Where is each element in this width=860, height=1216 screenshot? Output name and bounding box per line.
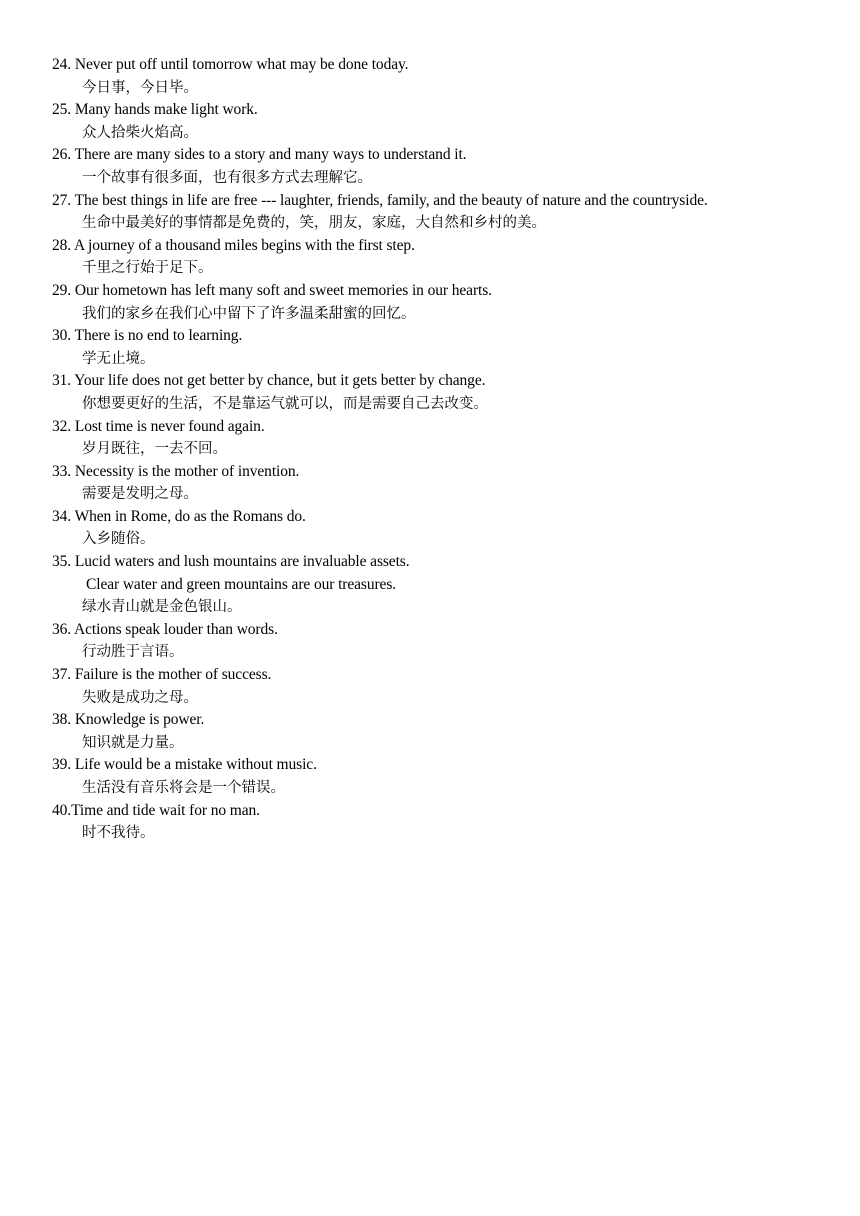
proverb-english-text: There are many sides to a story and many ways to understand it. [71, 146, 467, 164]
proverb-number: 36. [52, 620, 72, 638]
proverb-english-line [52, 370, 852, 393]
proverb-entry [52, 280, 852, 325]
proverb-chinese-translation: 我们的家乡在我们心中留下了许多温柔甜蜜的回忆。 [82, 305, 416, 322]
proverb-english-line [52, 664, 852, 687]
proverb-number: 40. [52, 801, 72, 819]
proverb-entry [52, 754, 852, 799]
proverb-chinese-translation: 千里之行始于足下。 [82, 260, 213, 277]
proverb-number: 31. [52, 372, 72, 390]
proverb-english-text: Never put off until tomorrow what may be done today. [71, 56, 409, 73]
proverb-number: 38. [52, 711, 72, 729]
proverb-number: 34. [52, 507, 72, 525]
proverb-english-line [52, 235, 852, 258]
proverb-english-line [52, 506, 852, 529]
proverb-number: 33. [52, 462, 72, 480]
proverb-chinese-translation: 入乡随俗。 [82, 531, 155, 548]
proverb-entry [52, 235, 852, 280]
proverb-entry [52, 664, 852, 709]
proverb-chinese-translation: 生命中最美好的事情都是免费的，笑，朋友，家庭，大自然和乡村的美。 [82, 215, 546, 232]
proverb-entry [52, 461, 852, 506]
proverb-entry [52, 551, 852, 619]
proverb-english-alt: Clear water and green mountains are our treasures. [86, 575, 397, 593]
proverb-number: 35. [52, 553, 72, 571]
proverb-entry [52, 709, 852, 754]
proverb-english-text: Time and tide wait for no man. [71, 801, 260, 819]
proverb-english-text: The best things in life are free --- laughter, friends, family, and the beauty of nature and the countryside. [71, 191, 708, 209]
proverb-english-text: Our hometown has left many soft and sweet memories in our hearts. [71, 281, 492, 299]
proverb-english-text: Many hands make light work. [71, 101, 258, 119]
proverb-english-line [52, 99, 852, 122]
proverb-english-line [52, 754, 852, 777]
proverb-chinese-translation: 你想要更好的生活，不是靠运气就可以，而是需要自己去改变。 [82, 395, 488, 412]
proverb-entry [52, 99, 852, 144]
proverb-chinese-translation: 生活没有音乐将会是一个错误。 [82, 780, 285, 796]
proverb-english-text: Knowledge is power. [71, 711, 205, 729]
proverb-list [52, 54, 852, 845]
proverb-chinese-translation: 时不我待。 [82, 825, 155, 842]
proverb-entry [52, 416, 852, 461]
proverb-number: 39. [52, 756, 72, 774]
proverb-english-text: Your life does not get better by chance, but it gets better by change. [71, 372, 486, 390]
proverb-chinese-translation: 行动胜于言语。 [82, 644, 184, 661]
proverb-english-text: Failure is the mother of success. [71, 666, 272, 684]
proverb-chinese-translation: 需要是发明之母。 [82, 486, 198, 503]
proverb-entry [52, 325, 852, 370]
proverb-english-text: Life would be a mistake without music. [71, 756, 317, 774]
proverb-entry [52, 506, 852, 551]
proverb-english-text: Necessity is the mother of invention. [71, 462, 300, 480]
proverb-chinese-translation: 岁月既往，一去不回。 [82, 441, 227, 458]
proverb-number: 32. [52, 417, 72, 435]
proverb-entry [52, 54, 852, 99]
proverb-english-line [52, 619, 852, 642]
proverb-english-text: When in Rome, do as the Romans do. [71, 507, 306, 525]
proverb-number: 30. [52, 327, 72, 345]
proverb-number: 37. [52, 666, 72, 684]
proverb-english-line [52, 800, 852, 823]
proverb-number: 28. [52, 236, 72, 254]
proverb-english-line [52, 190, 852, 213]
proverb-number: 26. [52, 146, 72, 164]
proverb-chinese-translation: 失败是成功之母。 [82, 689, 198, 706]
proverb-english-text: Lucid waters and lush mountains are invaluable assets. [71, 553, 410, 571]
proverb-english-text: Lost time is never found again. [71, 417, 265, 435]
proverb-english-text: A journey of a thousand miles begins with the first step. [71, 236, 415, 254]
proverb-english-line [52, 144, 852, 167]
proverb-english-line [52, 280, 852, 303]
proverb-chinese-translation: 知识就是力量。 [82, 734, 184, 751]
proverb-entry [52, 619, 852, 664]
proverb-chinese-translation: 今日事，今日毕。 [82, 79, 198, 96]
proverb-english-text: Actions speak louder than words. [71, 620, 278, 638]
proverb-english-line [52, 54, 852, 77]
proverb-number: 27. [52, 191, 72, 209]
proverb-entry [52, 190, 852, 235]
proverb-chinese-translation: 一个故事有很多面，也有很多方式去理解它。 [82, 169, 372, 186]
proverb-english-line [52, 325, 852, 348]
proverb-number: 24. [52, 56, 72, 73]
proverb-english-line [52, 416, 852, 439]
proverb-chinese-translation: 学无止境。 [82, 350, 155, 367]
proverb-english-text: There is no end to learning. [71, 327, 243, 345]
proverb-entry [52, 800, 852, 845]
proverb-entry [52, 370, 852, 415]
proverb-english-line [52, 551, 852, 574]
proverb-chinese-translation: 绿水青山就是金色银山。 [82, 599, 242, 616]
proverb-english-line [52, 461, 852, 484]
proverb-entry [52, 144, 852, 189]
proverb-english-line [52, 709, 852, 732]
proverb-number: 25. [52, 101, 72, 119]
proverb-chinese-translation: 众人拾柴火焰高。 [82, 124, 198, 141]
proverb-number: 29. [52, 281, 72, 299]
